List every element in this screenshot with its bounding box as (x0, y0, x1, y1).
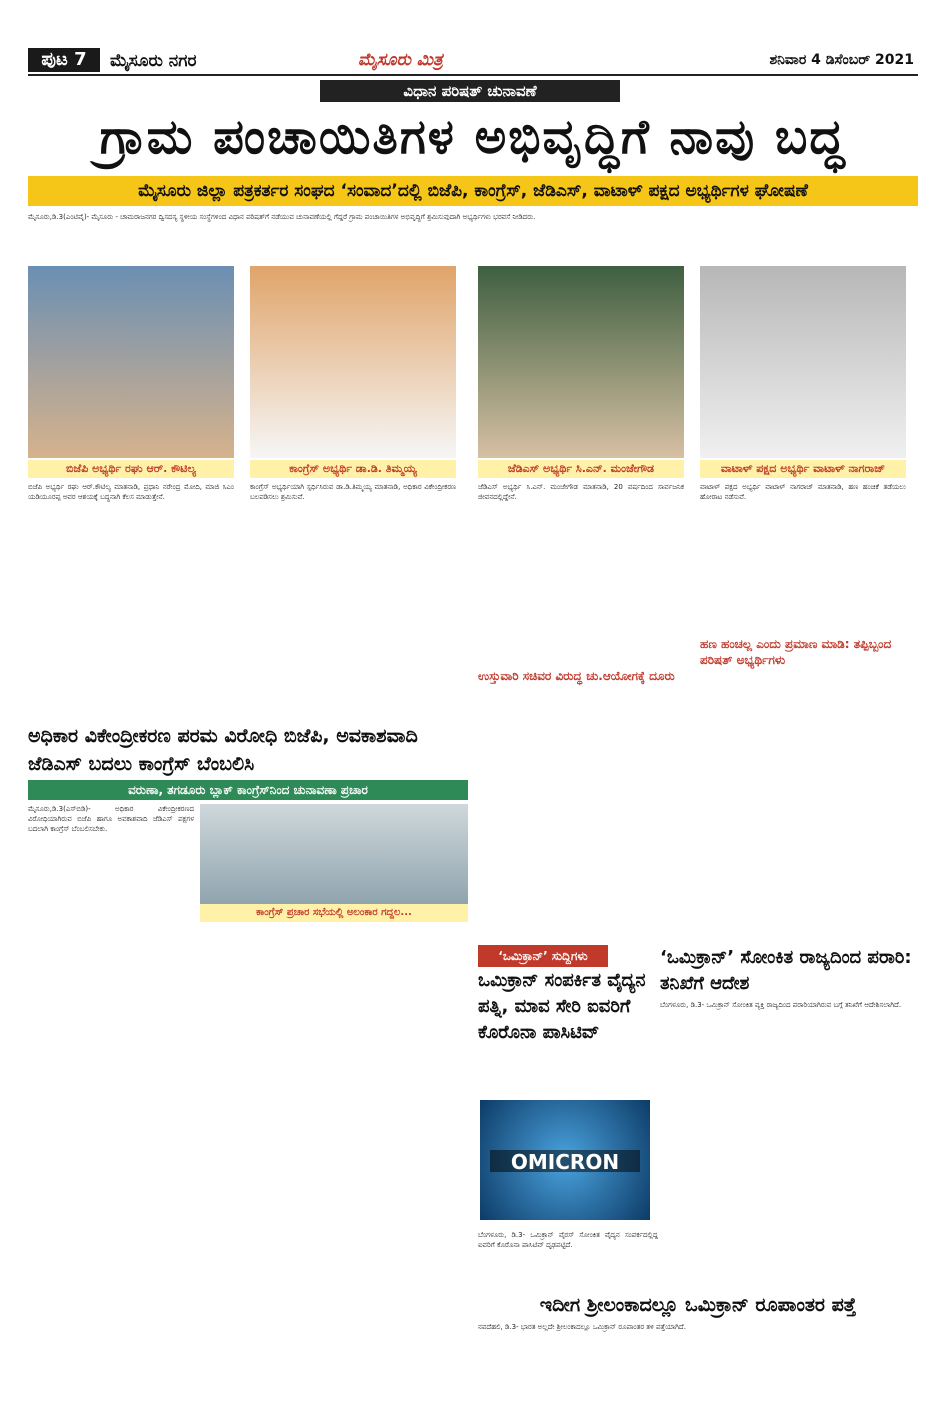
page-number: ಪುಟ 7 (28, 48, 100, 72)
intro-text: ಮೈಸೂರು,ಡಿ.3(ಎಂಟಿವೈ)- ಮೈಸೂರು - ಚಾಮರಾಜನಗರ ದ್ವಿಸದಸ್ಯ ಸ್ಥಳೀಯ ಸಂಸ್ಥೆಗಳಿಂದ ವಿಧಾನ ಪರಿಷತ್‌ಗೆ ನಡೆಯುವ ಚುನಾವಣೆಯಲ್ಲಿ ಗೆದ್ದರೆ ಗ್ರಾಮ ಪಂಚಾಯಿತಿಗಳ ಅಭಿವೃದ್ಧಿಗೆ ಶ್ರಮಿಸುವುದಾಗಿ ಅಭ್ಯರ್ಥಿಗಳು ಭರವಸೆ ನೀಡಿದರು. (28, 213, 536, 221)
omicron-text-2: ಬೆಂಗಳೂರು, ಡಿ.3- ಒಮಿಕ್ರಾನ್ ಸೋಂಕಿತ ವ್ಯಕ್ತಿ ರಾಜ್ಯದಿಂದ ಪರಾರಿಯಾಗಿರುವ ಬಗ್ಗೆ ತನಿಖೆಗೆ ಆದೇಶಿಸಲಾಗಿದೆ. (660, 1001, 902, 1009)
column-jds: ಜೆಡಿಎಸ್ ಅಭ್ಯರ್ಥಿ ಸಿ.ಎನ್. ಮಂಜೇಗೌಡ ಮಾತನಾಡಿ, 20 ವರ್ಷದಿಂದ ಸಾರ್ವಜನಿಕ ಜೀವನದಲ್ಲಿದ್ದೇನೆ. (478, 483, 684, 501)
section-banner: ವಿಧಾನ ಪರಿಷತ್ ಚುನಾವಣೆ (320, 80, 620, 102)
sub-headline: ಮೈಸೂರು ಜಿಲ್ಲಾ ಪತ್ರಕರ್ತರ ಸಂಘದ ‘ಸಂವಾದ’ದಲ್ಲಿ ಬಿಜೆಪಿ, ಕಾಂಗ್ರೆಸ್, ಜೆಡಿಎಸ್, ವಾಟಾಳ್ ಪಕ್ಷದ ಅಭ್ಯರ್ಥಿಗಳ ಘೋಷಣೆ (28, 176, 918, 206)
campaign-photo (200, 804, 468, 904)
masthead (28, 48, 918, 76)
photo-jds-candidate (478, 266, 684, 458)
photo-bjp-candidate (28, 266, 234, 458)
subhead-complaint: ಉಸ್ತುವಾರಿ ಸಚಿವರ ವಿರುದ್ಧ ಚು.ಆಯೋಗಕ್ಕೆ ದೂರು (478, 669, 675, 683)
main-headline: ಗ್ರಾಮ ಪಂಚಾಯಿತಿಗಳ ಅಭಿವೃದ್ಧಿಗೆ ನಾವು ಬದ್ಧ (99, 109, 847, 165)
campaign-photo-caption: ಕಾಂಗ್ರೆಸ್ ಪ್ರಚಾರ ಸಭೆಯಲ್ಲಿ ಅಲಂಕಾರ ಗದ್ದಲ... (200, 904, 468, 922)
caption-jds: ಜೆಡಿಎಸ್ ಅಭ್ಯರ್ಥಿ ಸಿ.ಎನ್. ಮಂಜೇಗೌಡ (478, 460, 684, 478)
caption-bjp: ಬಿಜೆಪಿ ಅಭ್ಯರ್ಥಿ ರಘು ಆರ್. ಕೌಟಿಲ್ಯ (28, 460, 234, 478)
photo-vatal-candidate (700, 266, 906, 458)
omicron-headline-1: ಒಮಿಕ್ರಾನ್ ಸಂಪರ್ಕಿತ ವೈದ್ಯನ ಪತ್ನಿ, ಮಾವ ಸೇರಿ ಐವರಿಗೆ ಕೊರೊನಾ ಪಾಸಿಟಿವ್ (478, 970, 646, 1043)
column-bjp: ಬಿಜೆಪಿ ಅಭ್ಯರ್ಥಿ ರಘು ಆರ್.ಕೌಟಿಲ್ಯ ಮಾತನಾಡಿ, ಪ್ರಧಾನಿ ನರೇಂದ್ರ ಮೋದಿ, ಮಾಜಿ ಸಿಎಂ ಯಡಿಯೂರಪ್ಪ ಅವರ ಆಶಯಕ್ಕೆ ಬದ್ಧನಾಗಿ ಕೆಲಸ ಮಾಡುತ್ತೇನೆ. (28, 483, 234, 501)
newspaper-logo: ಮೈಸೂರು ಮಿತ್ರ (358, 50, 443, 70)
omicron-headline-2: ‘ಒಮಿಕ್ರಾನ್’ ಸೋಂಕಿತ ರಾಜ್ಯದಿಂದ ಪರಾರಿ: ತನಿಖೆಗೆ ಆದೇಶ (660, 947, 912, 994)
srilanka-text: ನವದೆಹಲಿ, ಡಿ.3- ಭಾರತ ಅಲ್ಲದೇ ಶ್ರೀಲಂಕಾದಲ್ಲೂ ಒಮಿಕ್ರಾನ್ ರೂಪಾಂತರ ತಳಿ ಪತ್ತೆಯಾಗಿದೆ. (478, 1323, 686, 1331)
caption-vatal: ವಾಟಾಳ್ ಪಕ್ಷದ ಅಭ್ಯರ್ಥಿ ವಾಟಾಳ್ ನಾಗರಾಜ್ (700, 460, 906, 478)
lower-left-text: ಮೈಸೂರು,ಡಿ.3(ಎಸ್‌ಬಿಡಿ)- ಅಧಿಕಾರ ವಿಕೇಂದ್ರೀಕರಣದ ವಿರೋಧಿಯಾಗಿರುವ ಬಿಜೆಪಿ ಹಾಗೂ ಅವಕಾಶವಾದಿ ಜೆಡಿಎಸ್ ಪಕ್ಷಗಳ ಬದಲಾಗಿ ಕಾಂಗ್ರೆಸ್ ಬೆಂಬಲಿಸಬೇಕು. (28, 805, 194, 833)
caption-congress: ಕಾಂಗ್ರೆಸ್ ಅಭ್ಯರ್ಥಿ ಡಾ.ಡಿ. ತಿಮ್ಮಯ್ಯ (250, 460, 456, 478)
omicron-news-tag: ‘ಒಮಿಕ್ರಾನ್’ ಸುದ್ದಿಗಳು (478, 945, 608, 967)
subhead-oath: ಹಣ ಹಂಚಲ್ಲ ಎಂದು ಪ್ರಮಾಣ ಮಾಡಿ: ತಪ್ಪಿಬ್ಬಂದ ಪರಿಷತ್ ಅಭ್ಯರ್ಥಿಗಳು (700, 637, 892, 667)
lower-headline: ಅಧಿಕಾರ ವಿಕೇಂದ್ರೀಕರಣ ಪರಮ ವಿರೋಧಿ ಬಿಜೆಪಿ, ಅವಕಾಶವಾದಿ ಜೆಡಿಎಸ್ ಬದಲು ಕಾಂಗ್ರೆಸ್ ಬೆಂಬಲಿಸಿ (28, 725, 418, 775)
column-congress: ಕಾಂಗ್ರೆಸ್ ಅಭ್ಯರ್ಥಿಯಾಗಿ ಸ್ಪರ್ಧಿಸಿರುವ ಡಾ.ಡಿ.ತಿಮ್ಮಯ್ಯ ಮಾತನಾಡಿ, ಅಧಿಕಾರ ವಿಕೇಂದ್ರೀಕರಣ ಬಲಪಡಿಸಲು ಶ್ರಮಿಸುವೆ. (250, 483, 456, 501)
omicron-text-1: ಬೆಂಗಳೂರು, ಡಿ.3- ಒಮಿಕ್ರಾನ್ ವೈರಸ್ ಸೋಂಕಿತ ವೈದ್ಯನ ಸಂಪರ್ಕದಲ್ಲಿದ್ದ ಐವರಿಗೆ ಕೊರೊನಾ ಪಾಸಿಟಿವ್ ದೃಢಪಟ್ಟಿದೆ. (478, 1231, 658, 1249)
photo-congress-candidate (250, 266, 456, 458)
srilanka-headline: ಇದೀಗ ಶ್ರೀಲಂಕಾದಲ್ಲೂ ಒಮಿಕ್ರಾನ್ ರೂಪಾಂತರ ಪತ್ತೆ (539, 1294, 857, 1316)
issue-date: ಶನಿವಾರ 4 ಡಿಸೆಂಬರ್ 2021 (769, 52, 914, 68)
omicron-image-label: OMICRON (490, 1150, 640, 1172)
column-vatal: ವಾಟಾಳ್ ಪಕ್ಷದ ಅಭ್ಯರ್ಥಿ ವಾಟಾಳ್ ನಾಗರಾಜ್ ಮಾತನಾಡಿ, ಹಣ ಹಂಚಿಕೆ ತಡೆಯಲು ಹೋರಾಟ ನಡೆಸುವೆ. (700, 483, 906, 501)
section-title: ಮೈಸೂರು ನಗರ (110, 51, 197, 71)
lower-band: ವರುಣಾ, ತಗಡೂರು ಬ್ಲಾಕ್ ಕಾಂಗ್ರೆಸ್‌ನಿಂದ ಚುನಾವಣಾ ಪ್ರಚಾರ (28, 780, 468, 800)
